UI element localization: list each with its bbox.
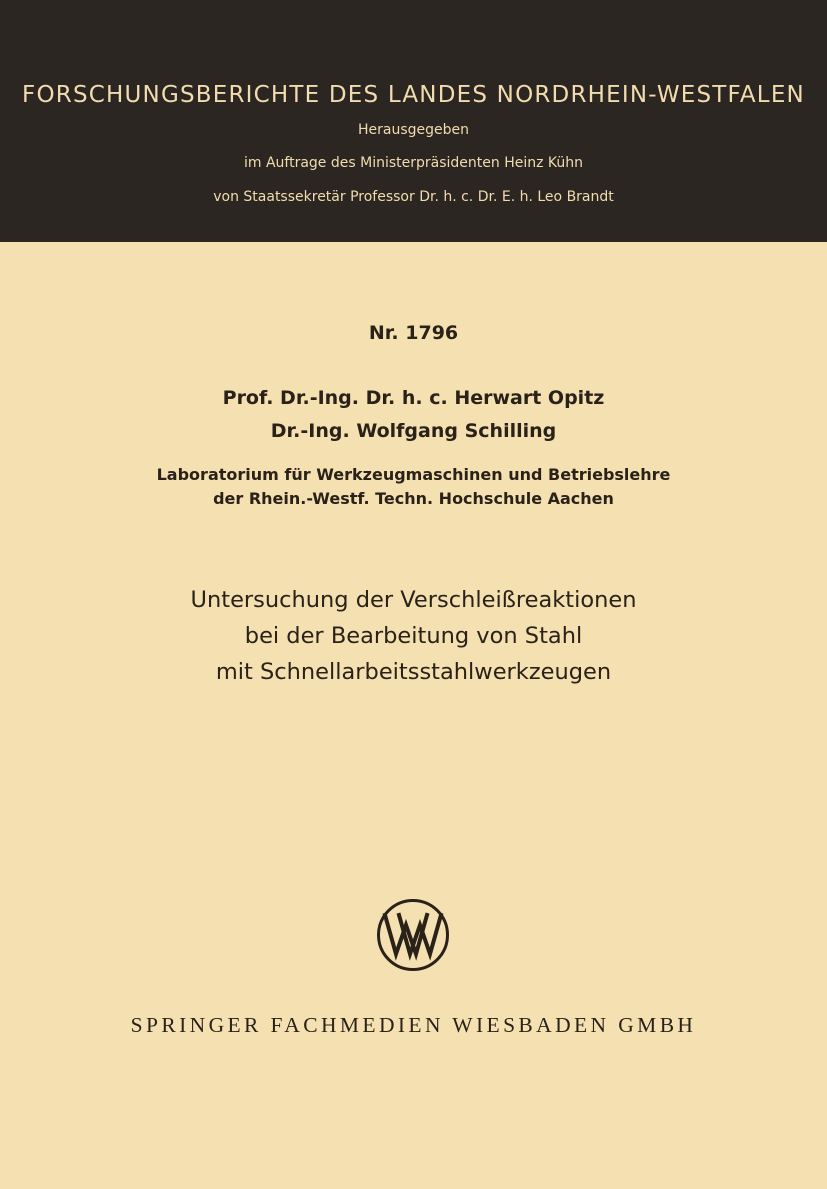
author-2: Dr.-Ing. Wolfgang Schilling	[270, 420, 557, 442]
title-line-1: Untersuchung der Verschleißreaktionen	[190, 587, 637, 613]
editor-line-2: im Auftrage des Ministerpräsidenten Heinz Kühn	[243, 155, 584, 171]
editor-line-3: von Staatssekretär Professor Dr. h. c. Dr. E. h. Leo Brandt	[213, 189, 614, 205]
title-line-3: mit Schnellarbeitsstahlwerkzeugen	[215, 659, 612, 685]
series-header	[0, 0, 827, 242]
editor-line-1: Herausgegeben	[357, 122, 469, 138]
publisher-name: SPRINGER FACHMEDIEN WIESBADEN GMBH	[130, 1013, 697, 1037]
volume-number: Nr. 1796	[368, 322, 459, 344]
series-title: FORSCHUNGSBERICHTE DES LANDES NORDRHEIN-WESTFALEN	[22, 82, 805, 108]
publisher-logo-icon	[376, 898, 450, 972]
title-line-2: bei der Bearbeitung von Stahl	[244, 623, 583, 649]
institution-line-1: Laboratorium für Werkzeugmaschinen und Betriebslehre	[156, 465, 671, 484]
author-1: Prof. Dr.-Ing. Dr. h. c. Herwart Opitz	[222, 387, 605, 409]
institution-line-2: der Rhein.-Westf. Techn. Hochschule Aachen	[213, 489, 614, 508]
